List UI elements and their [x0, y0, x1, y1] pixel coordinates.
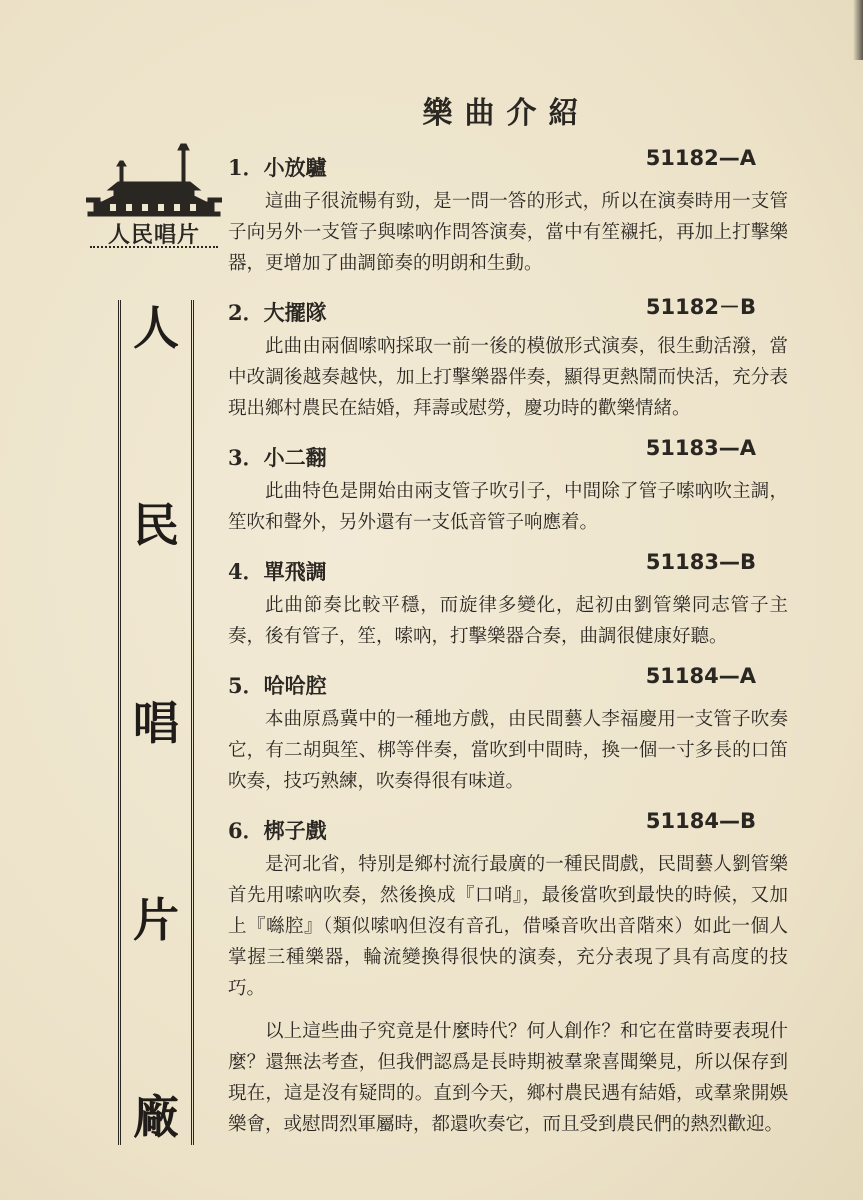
record-code: 51183—A: [645, 436, 756, 460]
record-code: 51182－B: [645, 295, 756, 319]
song-description: 是河北省，特別是鄉村流行最廣的一種民間戲，民間藝人劉管樂首先用嗦吶吹奏，然後換成『口哨』，最後當吹到最快的時候，又加上『噝腔』（類似嗦吶但沒有音孔，借嗓音吹出音階來）如此一個人掌握三種樂器，輪流變換得很快的演奏，充分表現了具有高度的技巧。: [228, 854, 788, 999]
logo-text: 人民唱片: [107, 223, 200, 248]
page-edge-shadow: [853, 0, 863, 60]
logo-bottom-rule: [90, 246, 218, 251]
record-code: 51182—A: [645, 146, 756, 170]
song-entry: [228, 146, 788, 279]
record-code: 51183—B: [645, 550, 756, 574]
song-description: 此曲特色是開始由兩支管子吹引子，中間除了管子嗦吶吹主調，笙吹和聲外，另外還有一支低音管子响應着。: [228, 481, 788, 533]
vertical-label: [128, 301, 184, 1144]
vertical-char: 廠: [133, 1090, 179, 1144]
vertical-char: 人: [133, 301, 179, 355]
song-list: [228, 146, 788, 1140]
song-entry: [228, 664, 788, 797]
song-description: 此曲節奏比較平穩，而旋律多變化，起初由劉管樂同志管子主奏，後有管子，笙，嗦吶，打擊樂器合奏，曲調很健康好聽。: [228, 595, 788, 647]
song-entry: [228, 809, 788, 1004]
logo-top-rule: [90, 212, 218, 217]
song-title: 4．單飛調: [228, 559, 327, 584]
song-title: 3．小二翻: [228, 445, 327, 470]
vertical-char: 片: [133, 892, 179, 947]
page-title: 樂曲介紹: [422, 96, 591, 131]
song-entry: [228, 550, 788, 652]
song-description: 這曲子很流暢有勁，是一問一答的形式，所以在演奏時用一支管子向另外一支管子與嗦吶作問答演奏，當中有笙襯托，再加上打擊樂器，更增加了曲調節奏的明朗和生動。: [228, 191, 788, 274]
song-title: 5．哈哈腔: [228, 673, 327, 698]
song-entry: [228, 436, 788, 538]
song-title: 6．梆子戲: [228, 818, 327, 843]
vertical-char: 民: [133, 498, 179, 553]
song-title: 1．小放驢: [228, 155, 327, 180]
closing-paragraph: 以上這些曲子究竟是什麼時代？何人創作？和它在當時要表現什麼？還無法考查，但我們認爲是長時期被羣衆喜聞樂見，所以保存到現在，這是沒有疑問的。直到今天，鄉村農民遇有結婚，或羣衆開娛樂會，或慰問烈軍屬時，都還吹奏它，而且受到農民們的熱烈歡迎。: [228, 1021, 788, 1135]
song-description: 此曲由兩個嗦吶採取一前一後的模倣形式演奏，很生動活潑，當中改調後越奏越快，加上打擊樂器伴奏，顯得更熱鬧而快活，充分表現出鄉村農民在結婚，拜壽或慰勞，慶功時的歡樂情緒。: [228, 336, 788, 419]
song-description: 本曲原爲冀中的一種地方戲，由民間藝人李福慶用一支管子吹奏它，有二胡與笙、梆等伴奏，當吹到中間時，換一個一寸多長的口笛吹奏，技巧熟練，吹奏得很有味道。: [228, 709, 788, 792]
record-code: 51184—B: [645, 809, 756, 833]
song-entry: [228, 291, 788, 424]
song-title: 2．大擺隊: [228, 300, 327, 325]
vertical-char: 唱: [133, 695, 179, 750]
record-code: 51184—A: [645, 664, 756, 688]
